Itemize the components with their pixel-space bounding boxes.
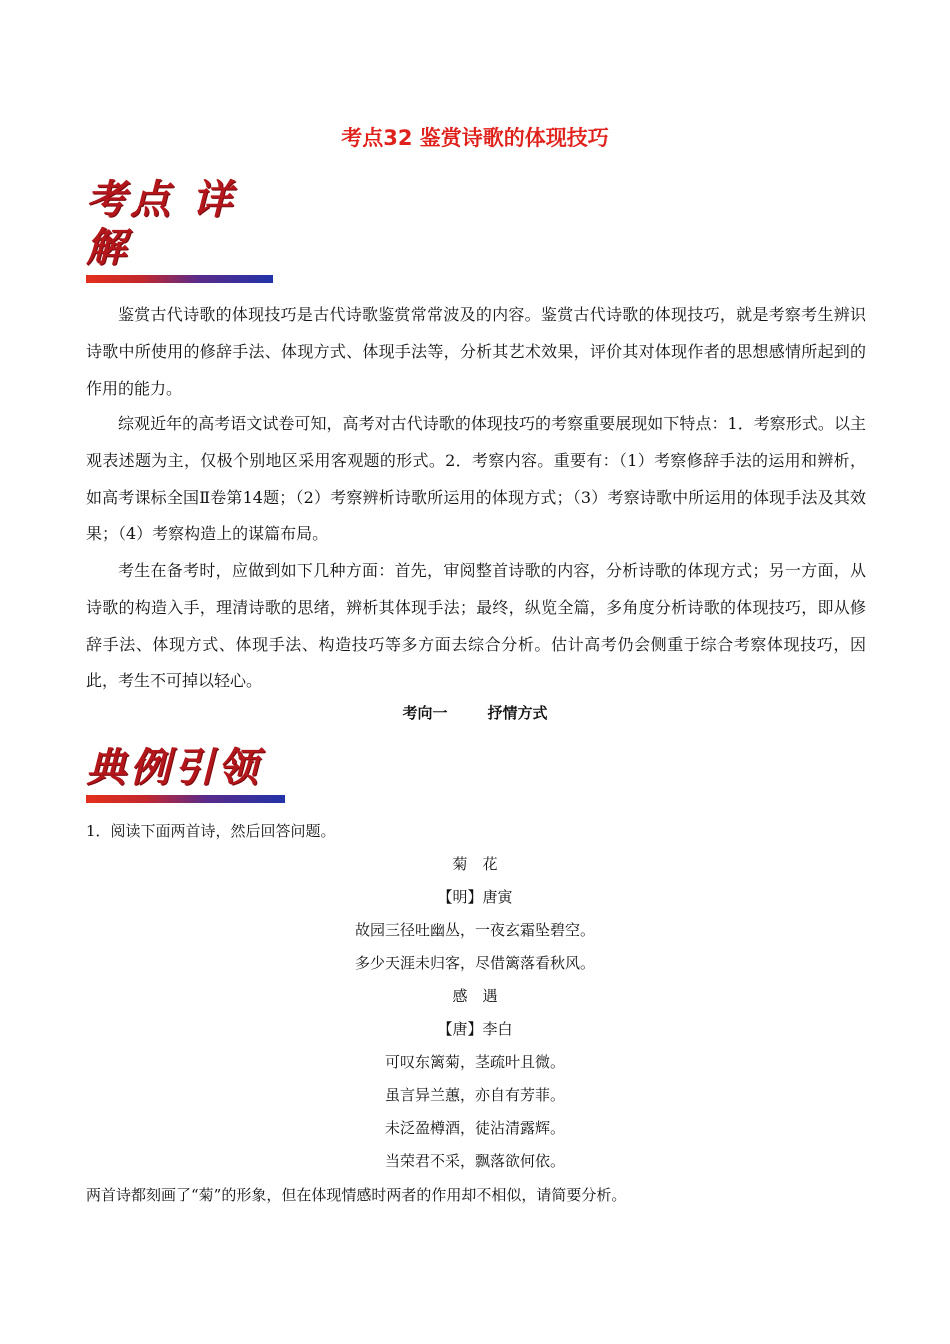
intro-paragraph-3: 考生在备考时，应做到如下几种方面：首先，审阅整首诗歌的内容，分析诗歌的体现方式；另一方面，从诗歌的构造入手，理清诗歌的思绪，辨析其体现手法；最终，纵览全篇，多角度分析诗歌的体现技巧，即从修辞手法、体现方式、体现手法、构造技巧等多方面去综合分析。估计高考仍会侧重于综合考察体现技巧，因此，考生不可掉以轻心。 <box>86 561 866 691</box>
section-label: 考向一 <box>402 704 448 722</box>
section-banner-examples <box>86 744 285 803</box>
poem2-line: 虽言异兰蕙，亦自有芳菲。 <box>384 1086 565 1104</box>
section-banner-exam-points <box>86 176 273 283</box>
banner-underline <box>86 275 273 283</box>
intro-paragraph-2: 综观近年的高考语文试卷可知，高考对古代诗歌的体现技巧的考察重要展现如下特点：1．考察形式。以主观表述题为主，仅极个别地区采用客观题的形式。2．考察内容。重要有：（1）考察修辞手法的运用和辨析，如高考课标全国Ⅱ卷第14题；（2）考察辨析诗歌所运用的体现方式；（3）考察诗歌中所运用的体现手法及其效果；（4）考察构造上的谋篇布局。 <box>86 414 866 544</box>
intro-paragraph-1: 鉴赏古代诗歌的体现技巧是古代诗歌鉴赏常常波及的内容。鉴赏古代诗歌的体现技巧，就是考察考生辨识诗歌中所使用的修辞手法、体现方式、体现手法等，分析其艺术效果，评价其对体现作者的思想感情所起到的作用的能力。 <box>86 305 866 398</box>
poem2-title: 感 遇 <box>452 987 498 1005</box>
section-topic: 抒情方式 <box>487 704 548 722</box>
poem2-line: 未泛盈樽酒，徒沾清露辉。 <box>384 1119 565 1137</box>
banner-label: 典例引领 <box>86 745 262 791</box>
poem1-author: 【明】唐寅 <box>437 888 513 906</box>
poem2-line: 当荣君不采，飘落欲何依。 <box>384 1152 565 1170</box>
poem1-line: 多少天涯未归客，尽借篱落看秋风。 <box>354 954 595 972</box>
poem1-line: 故园三径吐幽丛，一夜玄霜坠碧空。 <box>354 921 595 939</box>
question-intro: 1．阅读下面两首诗，然后回答问题。 <box>86 822 336 840</box>
question-prompt: 两首诗都刻画了“菊”的形象，但在体现情感时两者的作用却不相似，请简要分析。 <box>86 1186 627 1204</box>
poem2-line: 可叹东篱菊，茎疏叶且微。 <box>384 1053 565 1071</box>
banner-label: 考点 详解 <box>86 177 236 271</box>
poem2-author: 【唐】李白 <box>437 1020 513 1038</box>
banner-underline <box>86 795 285 803</box>
page-title: 考点32 鉴赏诗歌的体现技巧 <box>341 126 609 150</box>
poem1-title: 菊 花 <box>452 855 498 873</box>
section-heading <box>0 702 950 723</box>
